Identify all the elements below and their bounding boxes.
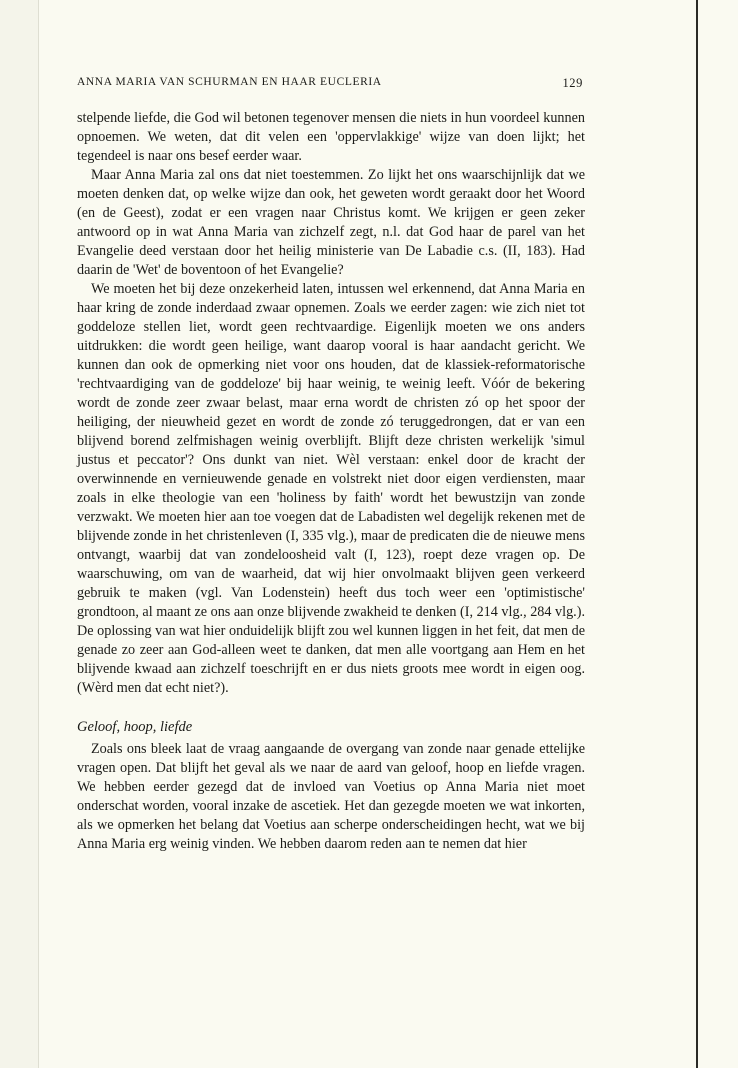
scan-left-margin bbox=[0, 0, 39, 1068]
section-paragraph: Zoals ons bleek laat de vraag aangaande de overgang van zonde naar genade ettelijke vragen open. Dat blijft het geval als we naar de aard van geloof, hoop en liefde vragen. We hebben eerder gezegd dat de invloed van Voetius op Anna Maria niet moet onderschat worden, vooral inzake de ascetiek. Het dan gezegde moeten we wat inkorten, als we opmerken het belang dat Voetius aan scherpe onderscheidingen hecht, wat we bij Anna Maria erg weinig vinden. We hebben daarom reden aan te nemen dat hier bbox=[77, 741, 585, 852]
scan-right-edge-line bbox=[696, 0, 698, 1068]
running-title: ANNA MARIA VAN SCHURMAN EN HAAR EUCLERIA bbox=[77, 76, 382, 88]
book-page bbox=[77, 70, 585, 854]
section-heading: Geloof, hoop, liefde bbox=[77, 719, 193, 735]
page-number: 129 bbox=[562, 76, 583, 90]
running-header bbox=[77, 70, 585, 92]
body-paragraph-2: Maar Anna Maria zal ons dat niet toestemmen. Zo lijkt het ons waarschijnlijk dat we moeten denken dat, op welke wijze dan ook, het geweten wordt geraakt door het Woord (en de Geest), zodat er een vragen naar Christus komt. We krijgen er geen zeker antwoord op in wat Anna Maria van zichzelf zegt, n.l. dat God haar de parel van het Evangelie deed verstaan door het heilig ministerie van De Labadie c.s. (II, 183). Had daarin de 'Wet' de boventoon of het Evangelie? bbox=[77, 167, 585, 278]
body-paragraph-3: We moeten het bij deze onzekerheid laten, intussen wel erkennend, dat Anna Maria en haar kring de zonde inderdaad zwaar opnemen. Zoals we eerder zagen: wie zich niet tot goddeloze stellen liet, wordt geen rechtvaardige. Eigenlijk moeten we ons anders uitdrukken: die wordt geen heilige, want daarop vooral is haar aandacht gericht. We kunnen dan ook de opmerking niet voor ons houden, dat de klassiek-reformatorische 'rechtvaardiging van de goddeloze' bij haar weinig, te weinig leeft. Vóór de bekering wordt de zonde zeer zwaar belast, maar erna wordt de christen zó op het spoor der heiliging, der nieuwheid gezet en wordt de zonde zó teruggedrongen, dat er van een blijvend borend zelfmishagen weinig overblijft. Blijft deze christen werkelijk 'simul justus et peccator'? Ons dunkt van niet. Wèl verstaan: enkel door de kracht der overwinnende en vernieuwende genade en volstrekt niet door eigen verdiensten, maar zoals in elke theologie van een 'holiness by faith' wordt het bewustzijn van zonde verzwakt. We moeten hier aan toe voegen dat de Labadisten wel degelijk rekenen met de blijvende zonde in het christenleven (I, 335 vlg.), maar de predicaten die de nieuwe mens ontvangt, waarbij dat van zondeloosheid valt (I, 123), roept deze vragen op. De waarschuwing, om van de waarheid, dat wij hier onvolmaakt blijven geen verkeerd gebruik te maken (vgl. Van Lodenstein) heeft dus toch weer een 'optimistische' grondtoon, al maant ze ons aan onze blijvende zwakheid te denken (I, 214 vlg., 284 vlg.). De oplossing van wat hier onduidelijk blijft zou wel kunnen liggen in het feit, dat men de genade zo zeer aan God-alleen weet te danken, dat men alle voortgang aan Hem en het blijvende kwaad aan zichzelf toeschrijft en er dus niets groots mee wordt in eigen oog. (Wèrd men dat echt niet?). bbox=[77, 281, 585, 696]
body-paragraph-1: stelpende liefde, die God wil betonen tegenover mensen die niets in hun voordeel kunnen opnoemen. We weten, dat dit velen een 'oppervlakkige' wijze van doen lijkt; het tegendeel is naar ons besef eerder waar. bbox=[77, 110, 585, 164]
